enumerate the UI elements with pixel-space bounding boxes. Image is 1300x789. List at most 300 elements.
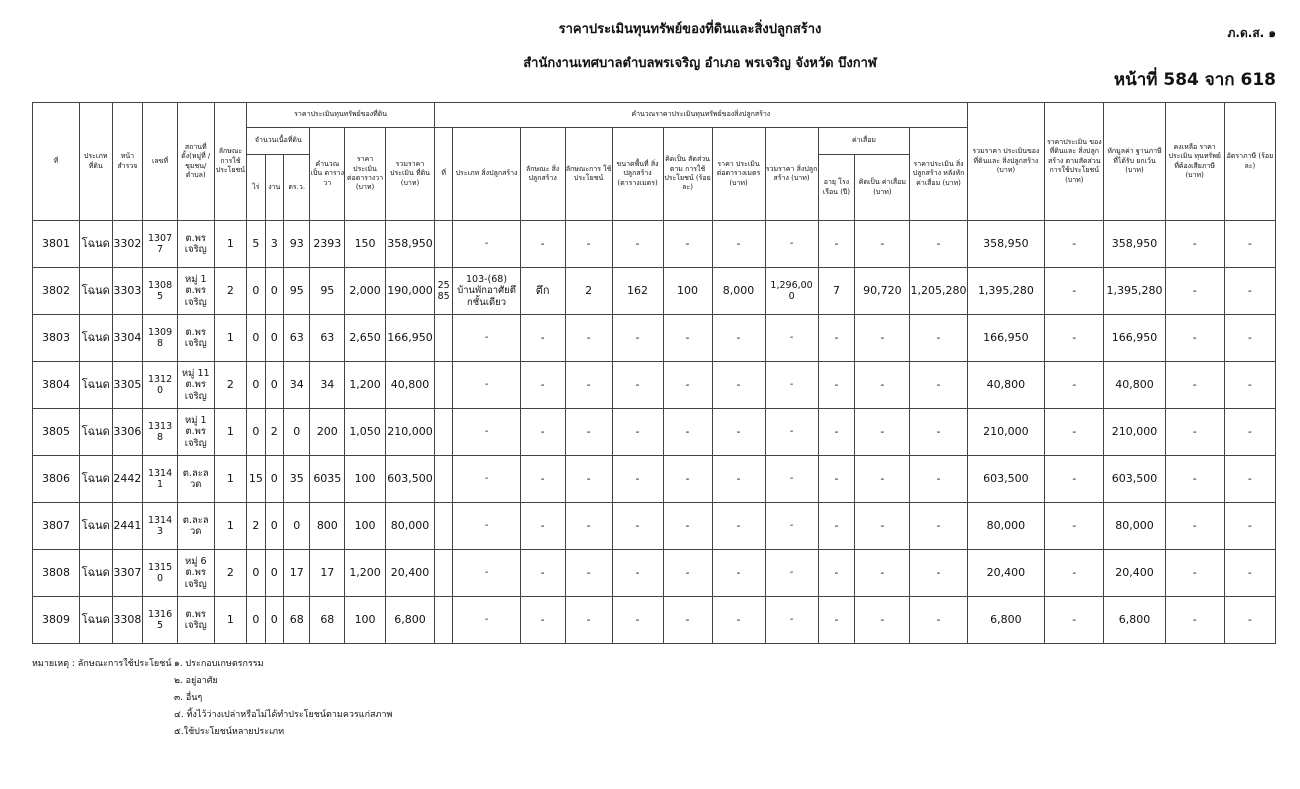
cell-b-price: - [712,456,765,503]
cell-remain: - [1165,268,1224,315]
cell-prop: - [1045,550,1104,597]
cell-after-dep: - [910,221,967,268]
note-item: ๕.ใช้ประโยชน์หลายประเภท [174,727,285,737]
header-group-area: จำนวนเนื้อที่ดิน [247,128,310,155]
cell-grand: 6,800 [967,597,1045,644]
cell-use: 1 [214,597,247,644]
cell-deduct: 1,395,280 [1104,268,1165,315]
header-calc-sqwa: คำนวณ เป็น ตารางวา [310,128,345,221]
cell-prop: - [1045,315,1104,362]
cell-ngan: 0 [265,456,283,503]
page-indicator: หน้าที่ 584 จาก 618 [1113,70,1276,90]
cell-ngan: 0 [265,362,283,409]
header-age: อายุ โรงเรือน (ปี) [818,155,855,221]
cell-rate: - [1224,456,1275,503]
cell-price: 1,050 [345,409,386,456]
cell-grand: 603,500 [967,456,1045,503]
cell-b-ratio: - [663,503,712,550]
cell-price: 100 [345,597,386,644]
cell-ngan: 0 [265,315,283,362]
cell-b-total: - [765,456,818,503]
cell-b-total: - [765,503,818,550]
cell-prop: - [1045,362,1104,409]
table-row [33,597,1276,644]
cell-b-no: 25 85 [435,268,453,315]
cell-number: 1316 5 [143,597,178,644]
cell-loc: ต.พร เจริญ [177,221,214,268]
cell-number: 1312 0 [143,362,178,409]
cell-age: - [818,409,855,456]
cell-wa: 63 [283,315,310,362]
cell-type: โฉนด [79,503,112,550]
cell-b-use: - [565,315,612,362]
cell-land-total: 358,950 [385,221,434,268]
cell-rai: 0 [247,268,265,315]
cell-price: 1,200 [345,550,386,597]
cell-use: 2 [214,550,247,597]
header-ngan: งาน [265,155,283,221]
cell-b-use: - [565,221,612,268]
cell-b-use: - [565,550,612,597]
cell-use: 1 [214,221,247,268]
header-group-building: คำนวณราคาประเมินทุนทรัพย์ของสิ่งปลูกสร้าง [435,103,968,128]
table-row [33,362,1276,409]
cell-sqwa: 17 [310,550,345,597]
note-item: ๑. ประกอบเกษตรกรรม [174,659,264,669]
cell-age: 7 [818,268,855,315]
cell-b-area: - [612,221,663,268]
cell-age: - [818,597,855,644]
cell-page: 2441 [112,503,143,550]
header-building-price-sqm: ราคา ประเมิน ต่อตารางเมตร (บาท) [712,128,765,221]
cell-land-total: 210,000 [385,409,434,456]
header-rai: ไร่ [247,155,265,221]
cell-b-area: - [612,503,663,550]
cell-b-price: - [712,597,765,644]
cell-remain: - [1165,409,1224,456]
cell-b-kind: - [520,221,565,268]
cell-b-use: - [565,362,612,409]
cell-type: โฉนด [79,362,112,409]
cell-page: 3306 [112,409,143,456]
cell-wa: 17 [283,550,310,597]
cell-prop: - [1045,503,1104,550]
cell-b-type: - [453,503,520,550]
cell-type: โฉนด [79,597,112,644]
cell-b-area: - [612,597,663,644]
cell-b-no [435,550,453,597]
cell-deduct: 20,400 [1104,550,1165,597]
cell-wa: 35 [283,456,310,503]
cell-remain: - [1165,456,1224,503]
cell-wa: 34 [283,362,310,409]
cell-type: โฉนด [79,409,112,456]
document-title: ราคาประเมินทุนทรัพย์ของที่ดินและสิ่งปลูกสร้าง [558,22,822,37]
table-row [33,503,1276,550]
cell-no: 3805 [33,409,80,456]
cell-loc: หมู่ 1 ต.พร เจริญ [177,409,214,456]
cell-dep: - [855,362,910,409]
cell-page: 3303 [112,268,143,315]
cell-after-dep: 1,205,280 [910,268,967,315]
cell-rai: 0 [247,550,265,597]
cell-page: 3307 [112,550,143,597]
header-land-total: รวมราคา ประเมิน ที่ดิน (บาท) [385,128,434,221]
cell-price: 100 [345,456,386,503]
cell-b-no [435,409,453,456]
cell-no: 3804 [33,362,80,409]
cell-b-no [435,362,453,409]
cell-dep: - [855,456,910,503]
form-code: ภ.ด.ส. ๑ [1227,26,1276,40]
cell-grand: 166,950 [967,315,1045,362]
header-number: เลขที่ [143,103,178,221]
cell-deduct: 358,950 [1104,221,1165,268]
cell-b-type: - [453,550,520,597]
cell-age: - [818,456,855,503]
header-building-kind: ลักษณะ สิ่งปลูกสร้าง [520,128,565,221]
cell-b-total: - [765,315,818,362]
cell-use: 1 [214,456,247,503]
cell-remain: - [1165,550,1224,597]
cell-b-type: - [453,597,520,644]
cell-sqwa: 200 [310,409,345,456]
table-row [33,456,1276,503]
cell-use: 1 [214,409,247,456]
cell-wa: 95 [283,268,310,315]
cell-number: 1315 0 [143,550,178,597]
cell-type: โฉนด [79,221,112,268]
cell-rate: - [1224,268,1275,315]
cell-land-total: 166,950 [385,315,434,362]
header-remaining: คงเหลือ ราคาประเมิน ทุนทรัพย์ ที่ต้องเสียภาษี (บาท) [1165,103,1224,221]
cell-wa: 0 [283,503,310,550]
cell-prop: - [1045,409,1104,456]
cell-wa: 93 [283,221,310,268]
cell-remain: - [1165,503,1224,550]
cell-grand: 358,950 [967,221,1045,268]
cell-price: 2,000 [345,268,386,315]
cell-wa: 68 [283,597,310,644]
cell-b-use: - [565,503,612,550]
cell-age: - [818,315,855,362]
cell-page: 3304 [112,315,143,362]
cell-b-type: 103-(68) บ้านพักอาศัยตึ กชั้นเดียว [453,268,520,315]
cell-b-kind: - [520,550,565,597]
note-item: ๒. อยู่อาศัย [174,676,218,686]
table-row [33,315,1276,362]
cell-number: 1308 5 [143,268,178,315]
cell-no: 3802 [33,268,80,315]
cell-b-total: - [765,597,818,644]
cell-price: 2,650 [345,315,386,362]
cell-deduct: 6,800 [1104,597,1165,644]
table-row [33,268,1276,315]
cell-b-total: - [765,362,818,409]
cell-loc: ต.พร เจริญ [177,315,214,362]
cell-land-total: 603,500 [385,456,434,503]
cell-number: 1314 1 [143,456,178,503]
cell-b-price: - [712,315,765,362]
cell-age: - [818,550,855,597]
cell-deduct: 80,000 [1104,503,1165,550]
cell-after-dep: - [910,456,967,503]
cell-no: 3801 [33,221,80,268]
header-deduct: หักมูลค่า ฐานภาษี ที่ได้รับ ยกเว้น (บาท) [1104,103,1165,221]
cell-b-area: - [612,409,663,456]
cell-after-dep: - [910,550,967,597]
cell-ngan: 2 [265,409,283,456]
cell-number: 1313 8 [143,409,178,456]
cell-b-ratio: - [663,597,712,644]
cell-grand: 20,400 [967,550,1045,597]
table-row [33,550,1276,597]
cell-sqwa: 2393 [310,221,345,268]
cell-after-dep: - [910,597,967,644]
cell-no: 3808 [33,550,80,597]
cell-age: - [818,221,855,268]
cell-age: - [818,362,855,409]
cell-b-kind: ตึก [520,268,565,315]
header-usage: ลักษณะ การใช้ ประโยชน์ [214,103,247,221]
header-building-type: ประเภท สิ่งปลูกสร้าง [453,128,520,221]
cell-rate: - [1224,362,1275,409]
cell-loc: ต.ละล วด [177,503,214,550]
cell-rate: - [1224,221,1275,268]
cell-remain: - [1165,315,1224,362]
cell-deduct: 210,000 [1104,409,1165,456]
header-grand-total: รวมราคา ประเมินของ ที่ดินและ สิ่งปลูกสร้าง (บาท) [967,103,1045,221]
cell-prop: - [1045,221,1104,268]
cell-b-ratio: 100 [663,268,712,315]
assessment-table [32,102,1276,644]
cell-sqwa: 95 [310,268,345,315]
cell-sqwa: 68 [310,597,345,644]
cell-b-price: - [712,409,765,456]
header-dep-amount: คิดเป็น ค่าเสื่อม (บาท) [855,155,910,221]
cell-deduct: 166,950 [1104,315,1165,362]
cell-sqwa: 6035 [310,456,345,503]
cell-b-price: - [712,362,765,409]
header-building-ratio: คิดเป็น สัดส่วนตาม การใช้ ประโยชน์ (ร้อยละ) [663,128,712,221]
cell-dep: - [855,409,910,456]
cell-number: 1307 7 [143,221,178,268]
cell-ngan: 0 [265,597,283,644]
cell-price: 1,200 [345,362,386,409]
cell-number: 1309 8 [143,315,178,362]
cell-after-dep: - [910,503,967,550]
note-item: ๓. อื่นๆ [174,693,203,703]
cell-loc: หมู่ 1 ต.พร เจริญ [177,268,214,315]
cell-ngan: 0 [265,268,283,315]
cell-rate: - [1224,315,1275,362]
cell-remain: - [1165,362,1224,409]
cell-b-no [435,315,453,362]
cell-age: - [818,503,855,550]
header-location: สถานที่ ตั้ง(หมู่ที่ /ชุมชน/ ตำบล) [177,103,214,221]
cell-b-area: 162 [612,268,663,315]
header-survey-page: หน้า สำรวจ [112,103,143,221]
header-wa: ตร.ว. [283,155,310,221]
cell-b-use: - [565,597,612,644]
cell-b-total: - [765,409,818,456]
cell-page: 3308 [112,597,143,644]
cell-land-total: 190,000 [385,268,434,315]
cell-dep: - [855,503,910,550]
cell-b-no [435,456,453,503]
cell-loc: ต.ละล วด [177,456,214,503]
cell-loc: หมู่ 6 ต.พร เจริญ [177,550,214,597]
cell-b-type: - [453,221,520,268]
cell-dep: - [855,597,910,644]
cell-use: 1 [214,503,247,550]
cell-number: 1314 3 [143,503,178,550]
cell-prop: - [1045,597,1104,644]
cell-ngan: 0 [265,503,283,550]
cell-b-total: 1,296,00 0 [765,268,818,315]
cell-land-total: 40,800 [385,362,434,409]
cell-rai: 0 [247,409,265,456]
notes [32,656,392,741]
cell-loc: ต.พร เจริญ [177,597,214,644]
header-price-per-sqwa: ราคา ประเมิน ต่อตารางวา (บาท) [345,128,386,221]
cell-b-ratio: - [663,221,712,268]
cell-b-price: 8,000 [712,268,765,315]
cell-remain: - [1165,597,1224,644]
cell-sqwa: 34 [310,362,345,409]
cell-b-kind: - [520,409,565,456]
header-proportion: ราคาประเมิน ของที่ดินและ สิ่งปลูกสร้าง ตามสัดส่วน การใช้ประโยชน์ (บาท) [1045,103,1104,221]
cell-remain: - [1165,221,1224,268]
header-building-area: ขนาดพื้นที่ สิ่งปลูกสร้าง (ตารางเมตร) [612,128,663,221]
cell-b-ratio: - [663,550,712,597]
notes-label: หมายเหตุ : ลักษณะการใช้ประโยชน์ [32,659,172,669]
cell-sqwa: 63 [310,315,345,362]
table-body [33,221,1276,644]
cell-b-no [435,597,453,644]
cell-after-dep: - [910,362,967,409]
cell-land-total: 80,000 [385,503,434,550]
cell-rai: 0 [247,362,265,409]
cell-b-total: - [765,550,818,597]
table-row [33,221,1276,268]
cell-after-dep: - [910,315,967,362]
header-building-after-dep: ราคาประเมิน สิ่งปลูกสร้าง หลังหัก ค่าเสื่อม (บาท) [910,128,967,221]
cell-deduct: 40,800 [1104,362,1165,409]
cell-loc: หมู่ 11 ต.พร เจริญ [177,362,214,409]
table-row [33,409,1276,456]
cell-b-type: - [453,456,520,503]
cell-b-ratio: - [663,456,712,503]
cell-dep: 90,720 [855,268,910,315]
cell-prop: - [1045,268,1104,315]
cell-use: 2 [214,268,247,315]
cell-b-ratio: - [663,362,712,409]
cell-land-total: 6,800 [385,597,434,644]
cell-type: โฉนด [79,268,112,315]
cell-grand: 210,000 [967,409,1045,456]
cell-b-area: - [612,456,663,503]
cell-grand: 1,395,280 [967,268,1045,315]
header-no: ที่ [33,103,80,221]
cell-rate: - [1224,409,1275,456]
cell-b-total: - [765,221,818,268]
cell-b-type: - [453,409,520,456]
cell-page: 2442 [112,456,143,503]
cell-dep: - [855,315,910,362]
cell-sqwa: 800 [310,503,345,550]
cell-use: 2 [214,362,247,409]
header-tax-rate: อัตราภาษี (ร้อยละ) [1224,103,1275,221]
cell-b-area: - [612,362,663,409]
cell-b-kind: - [520,315,565,362]
cell-b-kind: - [520,597,565,644]
cell-ngan: 0 [265,550,283,597]
cell-b-ratio: - [663,409,712,456]
cell-dep: - [855,550,910,597]
cell-b-price: - [712,221,765,268]
cell-after-dep: - [910,409,967,456]
cell-page: 3305 [112,362,143,409]
cell-rate: - [1224,550,1275,597]
header-land-type: ประเภท ที่ดิน [79,103,112,221]
cell-b-kind: - [520,456,565,503]
cell-b-price: - [712,503,765,550]
cell-grand: 80,000 [967,503,1045,550]
cell-no: 3807 [33,503,80,550]
cell-page: 3302 [112,221,143,268]
cell-b-kind: - [520,362,565,409]
cell-land-total: 20,400 [385,550,434,597]
header-building-no: ที่ [435,128,453,221]
cell-dep: - [855,221,910,268]
cell-rate: - [1224,597,1275,644]
cell-no: 3803 [33,315,80,362]
cell-b-kind: - [520,503,565,550]
document-subtitle: สำนักงานเทศบาลตำบลพรเจริญ อำเภอ พรเจริญ จังหวัด บึงกาฬ [523,56,877,71]
cell-deduct: 603,500 [1104,456,1165,503]
cell-type: โฉนด [79,456,112,503]
cell-rate: - [1224,503,1275,550]
header-group-depreciation: ค่าเสื่อม [818,128,910,155]
header-group-land: ราคาประเมินทุนทรัพย์ของที่ดิน [247,103,435,128]
cell-rai: 5 [247,221,265,268]
cell-b-use: - [565,456,612,503]
cell-b-area: - [612,550,663,597]
cell-b-no [435,221,453,268]
cell-wa: 0 [283,409,310,456]
cell-type: โฉนด [79,550,112,597]
cell-prop: - [1045,456,1104,503]
header-building-usage: ลักษณะการ ใช้ประโยชน์ [565,128,612,221]
cell-b-no [435,503,453,550]
cell-b-area: - [612,315,663,362]
cell-b-type: - [453,362,520,409]
cell-no: 3806 [33,456,80,503]
note-item: ๔. ทิ้งไว้ว่างเปล่าหรือไม่ได้ทำประโยชน์ตามควรแก่สภาพ [174,710,393,720]
cell-rai: 0 [247,597,265,644]
cell-type: โฉนด [79,315,112,362]
cell-price: 150 [345,221,386,268]
cell-rai: 15 [247,456,265,503]
cell-rai: 2 [247,503,265,550]
cell-price: 100 [345,503,386,550]
cell-b-use: 2 [565,268,612,315]
cell-b-price: - [712,550,765,597]
cell-rai: 0 [247,315,265,362]
cell-no: 3809 [33,597,80,644]
cell-ngan: 3 [265,221,283,268]
